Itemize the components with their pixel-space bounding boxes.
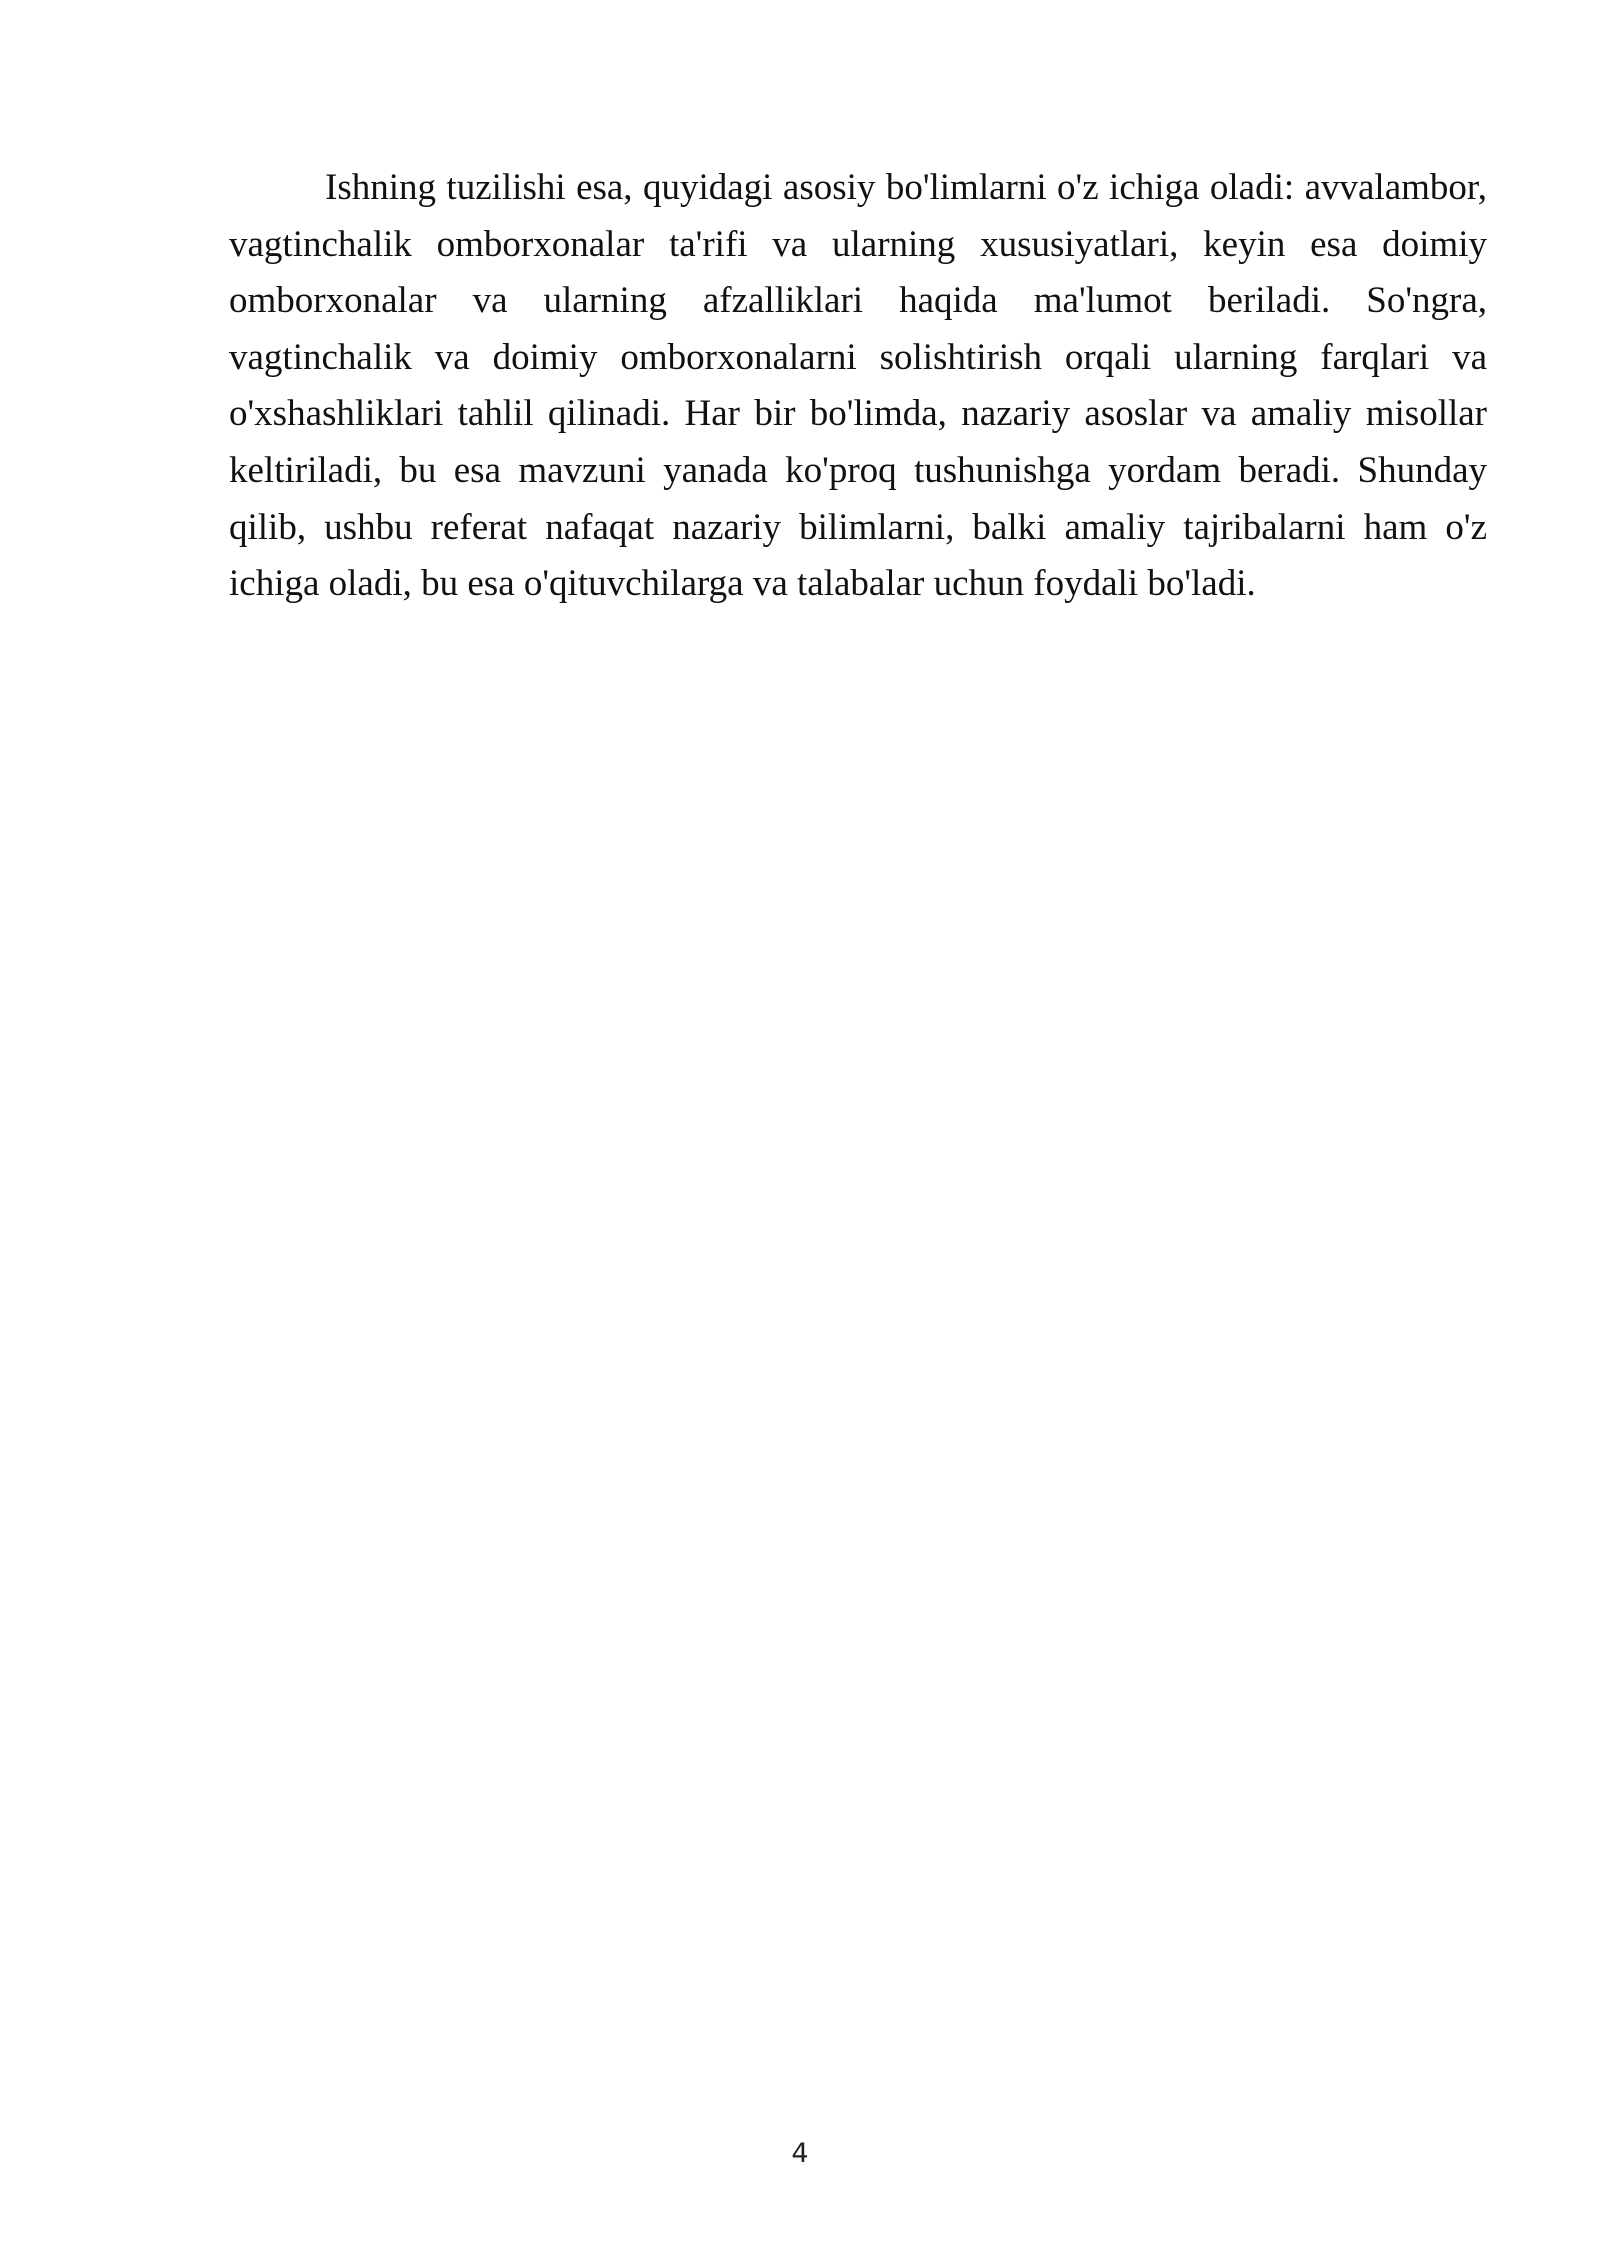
body-paragraph: Ishning tuzilishi esa, quyidagi asosiy bo'limlarni o'z ichiga oladi: avvalambor, vagtinchalik omborxonalar ta'rifi va ularning xususiyatlari, keyin esa doimiy omborxonalar va ularning afzalliklari haqida ma'lumot beriladi. So'ngra, vagtinchalik va doimiy omborxonalarni solishtirish orqali ularning farqlari va o'xshashliklari tahlil qilinadi. Har bir bo'limda, nazariy asoslar va amaliy misollar keltiriladi, bu esa mavzuni yanada ko'proq tushunishga yordam beradi. Shunday qilib, ushbu referat nafaqat nazariy bilimlarni, balki amaliy tajribalarni ham o'z ichiga oladi, bu esa o'qituvchilarga va talabalar uchun foydali bo'ladi. — [229, 167, 1487, 605]
page-number: 4 — [791, 2138, 809, 2169]
